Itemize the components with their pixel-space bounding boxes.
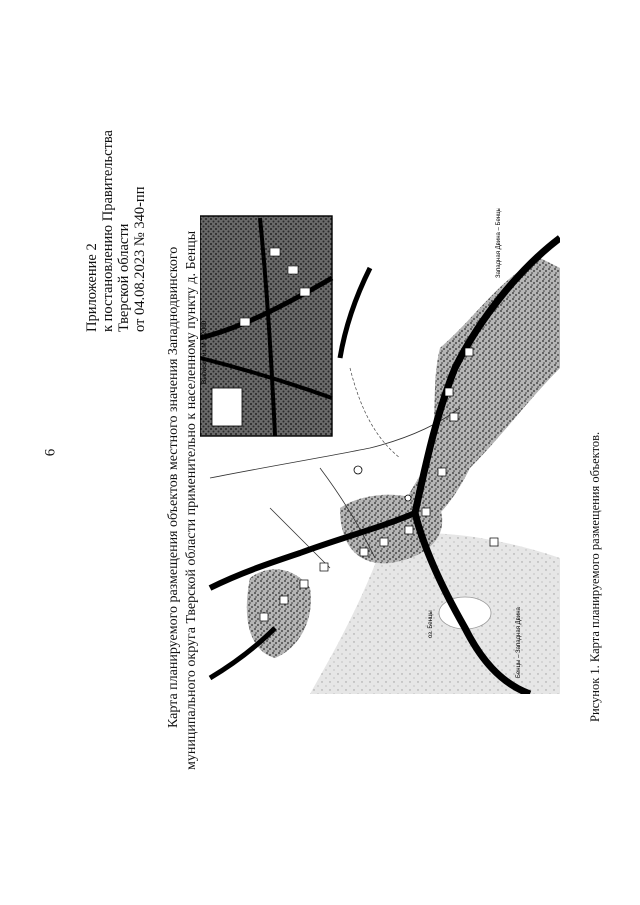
figure-caption: Рисунок 1. Карта планируемого размещения объектов. [588, 431, 602, 722]
settlement-map [200, 208, 560, 694]
appendix-line-3: Тверской области [116, 223, 132, 332]
lake-area [310, 533, 560, 694]
landmark-circle [354, 466, 362, 474]
page-number: 6 [42, 448, 59, 457]
appendix-line-4: от 04.08.2023 № 340-пп [132, 186, 148, 332]
map-title-line-1: Карта планируемого размещения объектов местного значения Западнодвинского [166, 246, 181, 728]
lake-label: оз. Бенцы [428, 610, 434, 638]
highway-branch [340, 268, 370, 358]
inset-label: Выписка из М 1:2000 [201, 320, 208, 384]
appendix-header [84, 82, 152, 332]
inset-detail [200, 216, 332, 436]
landmark-circle-2 [405, 495, 411, 501]
appendix-line-1: Приложение 2 [84, 243, 100, 332]
map-title-line-2: муниципального округа Тверской области применительно к населенному пункту д. Бенцы [184, 230, 199, 770]
road-label-north: Западная Двина – Бенцы [496, 208, 502, 278]
appendix-line-2: к постановлению Правительства [100, 130, 116, 332]
map-figure [200, 208, 560, 694]
minor-road-4 [350, 368, 400, 458]
road-label-south: Бенцы – Западная Двина [516, 607, 522, 678]
